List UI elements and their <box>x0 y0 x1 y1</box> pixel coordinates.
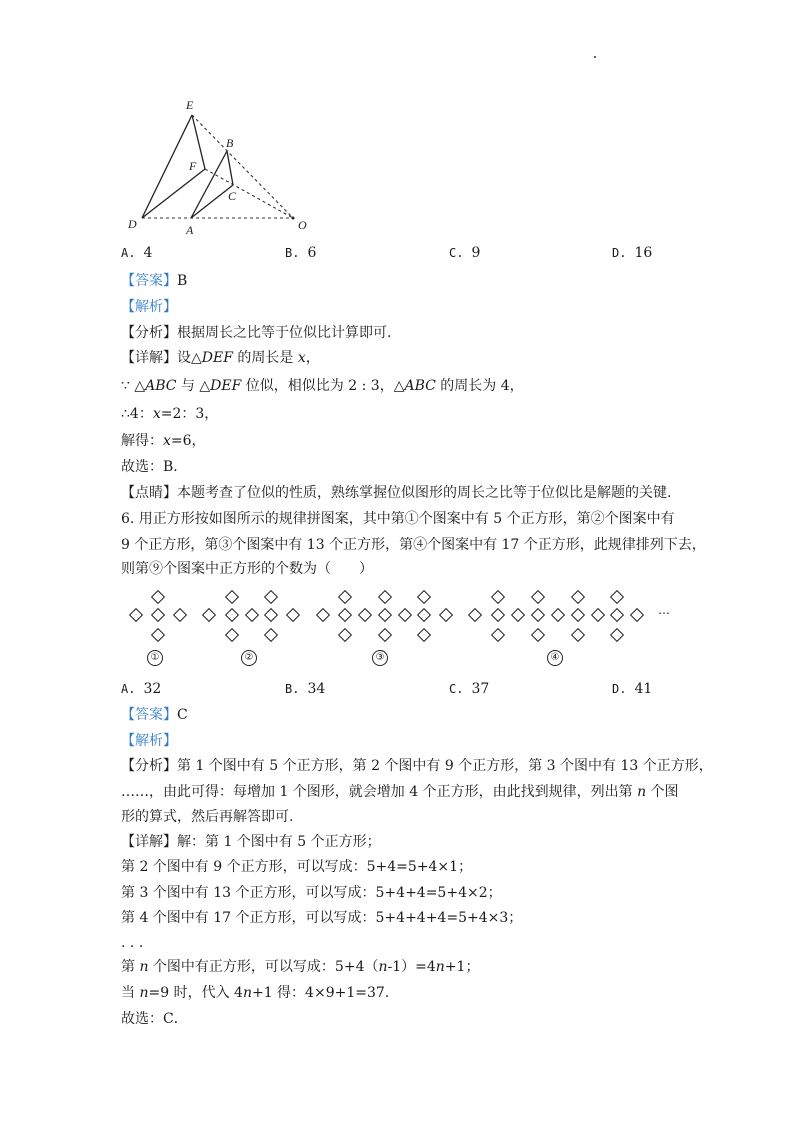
pattern-square-3 <box>398 608 412 622</box>
pattern-square-3 <box>417 590 431 604</box>
q5-solve-line: 解得：x=6， <box>121 433 206 449</box>
q6-xiangjie: 【详解】解：第 1 个图中有 5 个正方形； <box>121 834 381 850</box>
q6-stem-line3: 则第⑨个图案中正方形的个数为（ ） <box>121 561 373 577</box>
corner-dot <box>594 56 596 58</box>
label-D: D <box>128 217 137 231</box>
similarity-figure <box>120 95 320 245</box>
q6-step-n: 第 n 个图中有正方形，可以写成：5+4（n-1）=4n+1； <box>121 959 480 975</box>
pattern-ellipsis: ⋯ <box>658 606 672 620</box>
q6-option-a: A. 32 <box>121 681 162 697</box>
q5-xiangjie: 【详解】设△DEF 的周长是 x， <box>121 350 320 366</box>
pattern-square-4 <box>630 608 644 622</box>
pattern-square-3 <box>338 608 352 622</box>
pattern-square-4 <box>571 608 585 622</box>
pattern-square-4 <box>468 608 482 622</box>
q6-stem-line2: 9 个正方形，第③个图案中有 13 个正方形，第④个图案中有 17 个正方形，此规律排列下去， <box>121 537 706 553</box>
label-E: E <box>186 98 194 112</box>
q6-option-c: C. 37 <box>449 681 490 697</box>
pattern-square-4 <box>491 628 505 642</box>
pattern-square-4 <box>531 590 545 604</box>
pattern-square-3 <box>358 608 372 622</box>
pattern-square-1 <box>151 628 165 642</box>
pattern-square-2 <box>245 608 259 622</box>
q5-option-b: B. 6 <box>285 245 317 261</box>
pattern-square-2 <box>264 628 278 642</box>
q5-option-a: A. 4 <box>121 245 153 261</box>
label-B: B <box>226 136 234 150</box>
q6-fenxi-line3: 形的算式，然后再解答即可. <box>121 809 294 825</box>
pattern-square-3 <box>378 608 392 622</box>
pattern-square-2 <box>264 590 278 604</box>
q5-answer: 【答案】B <box>121 273 188 289</box>
q6-step-4: 第 4 个图中有 17 个正方形，可以写成：5+4+4+4=5+4×3； <box>121 910 523 926</box>
pattern-square-3 <box>338 590 352 604</box>
q5-dianjing: 【点睛】本题考查了位似的性质，熟练掌握位似图形的周长之比等于位似比是解题的关键. <box>121 485 672 501</box>
pattern-label-3: ③ <box>372 650 388 666</box>
q6-choose-line: 故选：C． <box>121 1011 188 1027</box>
pattern-square-4 <box>491 608 505 622</box>
q5-therefore-line: ∴4：x=2：3， <box>121 406 219 422</box>
pattern-label-1: ① <box>147 650 163 666</box>
pattern-square-4 <box>511 608 525 622</box>
q6-step-3: 第 3 个图中有 13 个正方形，可以写成：5+4+4=5+4×2； <box>121 885 502 901</box>
pattern-square-2 <box>264 608 278 622</box>
q5-option-c: C. 9 <box>449 245 481 261</box>
q5-choose-line: 故选：B． <box>121 459 188 475</box>
label-C: C <box>228 189 237 203</box>
q6-step-2: 第 2 个图中有 9 个正方形，可以写成：5+4=5+4×1； <box>121 859 473 875</box>
pattern-square-3 <box>439 608 453 622</box>
q6-dots: . . . <box>121 935 144 951</box>
pattern-square-3 <box>338 628 352 642</box>
q6-fenxi-line2: ……，由此可得：每增加 1 个图形，就会增加 4 个正方形，由此找到规律，列出第 n 个图 <box>121 784 679 800</box>
pattern-square-3 <box>417 608 431 622</box>
pattern-square-1 <box>129 608 143 622</box>
label-A: A <box>186 223 194 237</box>
q6-when-line: 当 n=9 时，代入 4n+1 得：4×9+1=37. <box>121 985 390 1001</box>
pattern-square-4 <box>551 608 565 622</box>
pattern-square-4 <box>610 608 624 622</box>
pattern-square-3 <box>316 608 330 622</box>
pattern-square-4 <box>591 608 605 622</box>
pattern-square-4 <box>610 628 624 642</box>
q6-fenxi-line1: 【分析】第 1 个图中有 5 个正方形，第 2 个图中有 9 个正方形，第 3 个图中有 13 个正方形， <box>121 758 713 774</box>
label-F: F <box>189 159 197 173</box>
q6-answer: 【答案】C <box>121 707 188 723</box>
pattern-square-1 <box>173 608 187 622</box>
pattern-square-4 <box>491 590 505 604</box>
pattern-label-4: ④ <box>547 650 563 666</box>
pattern-label-2: ② <box>241 650 257 666</box>
pattern-square-4 <box>531 608 545 622</box>
pattern-square-1 <box>151 590 165 604</box>
pattern-square-3 <box>378 628 392 642</box>
pattern-square-3 <box>417 628 431 642</box>
pattern-square-2 <box>225 590 239 604</box>
pattern-square-4 <box>531 628 545 642</box>
pattern-square-4 <box>610 590 624 604</box>
pattern-square-2 <box>286 608 300 622</box>
q6-stem-line1: 6. 用正方形按如图所示的规律拼图案，其中第①个图案中有 5 个正方形，第②个图案中有 <box>121 511 675 527</box>
q5-fenxi: 【分析】根据周长之比等于位似比计算即可. <box>121 325 392 341</box>
q5-analysis-tag: 【解析】 <box>121 299 177 315</box>
label-O: O <box>298 218 307 232</box>
pattern-square-2 <box>225 608 239 622</box>
pattern-square-4 <box>571 590 585 604</box>
q6-analysis-tag: 【解析】 <box>121 733 177 749</box>
pattern-square-2 <box>225 628 239 642</box>
q5-option-d: D. 16 <box>612 245 653 261</box>
pattern-square-1 <box>151 608 165 622</box>
pattern-square-4 <box>571 628 585 642</box>
pattern-square-2 <box>202 608 216 622</box>
pattern-square-3 <box>378 590 392 604</box>
q6-option-d: D. 41 <box>612 681 653 697</box>
q6-option-b: B. 34 <box>285 681 326 697</box>
q5-because-line: ∵ △ABC 与 △DEF 位似，相似比为 2 : 3，△ABC 的周长为 4， <box>121 378 524 394</box>
